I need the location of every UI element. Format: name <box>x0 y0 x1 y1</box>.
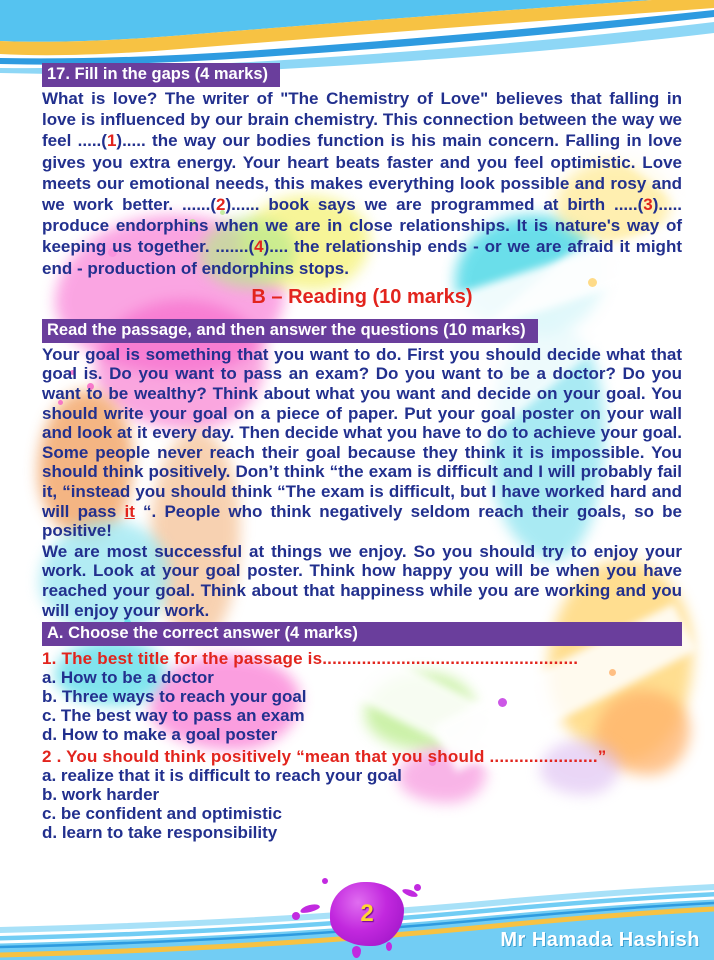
splash-droplet <box>292 912 300 920</box>
author-credit: Mr Hamada Hashish <box>500 929 700 951</box>
question-2-option-a: a. realize that it is difficult to reach your goal <box>42 766 402 786</box>
reading-passage-1 <box>42 345 682 541</box>
choose-answer-banner: A. Choose the correct answer (4 marks) <box>42 622 682 646</box>
read-passage-banner: Read the passage, and then answer the questions (10 marks) <box>42 319 538 343</box>
gap-number-4: 4 <box>254 237 264 257</box>
gap-number-1: 1 <box>106 131 117 151</box>
passage-text: “. People who think negatively seldom reach their goals, so be positive! <box>42 501 682 541</box>
gap-number-3: 3 <box>643 195 653 215</box>
question-2-option-c: c. be confident and optimistic <box>42 804 282 824</box>
question-2-option-b: b. work harder <box>42 785 160 805</box>
paragraph-text: )...... book says we are programmed at birth .....( <box>225 195 644 215</box>
reading-section-heading: B – Reading (10 marks) <box>251 285 473 308</box>
question-1-option-d: d. How to make a goal poster <box>42 725 278 745</box>
splash-droplet <box>322 878 328 884</box>
paragraph-text: What is love? The writer of "The Chemistry of Love" believes that falling in love is influenced by our brain chemistry. This connection between the way we feel .....( <box>42 89 682 151</box>
question-1-option-c: c. The best way to pass an exam <box>42 706 305 726</box>
question-2-prompt: 2 . You should think positively “mean that you should ......................” <box>42 747 607 767</box>
splash-droplet <box>414 884 421 891</box>
section-17-banner: 17. Fill in the gaps (4 marks) <box>42 63 280 87</box>
question-2-option-d: d. learn to take responsibility <box>42 823 278 843</box>
highlighted-word-it: it <box>124 501 135 521</box>
paragraph-text: )..... produce endorphins when we are in close relationships. It is nature's way of keeping us together. .......( <box>42 195 683 257</box>
paragraph-text: )..... the way our bodies function is his main concern. Falling in love gives you extra energy. Your heart beats faster and you feel optimistic. Love meets our emotional needs, this makes everything look possible and rosy and we work better. ......( <box>42 131 683 215</box>
question-1-option-b: b. Three ways to reach your goal <box>42 687 307 707</box>
question-1-prompt: 1. The best title for the passage is.................................................... <box>42 649 579 669</box>
fill-gaps-paragraph <box>42 88 682 279</box>
page-number: 2 <box>360 900 374 927</box>
gap-number-2: 2 <box>216 195 226 215</box>
splash-droplet <box>386 942 392 951</box>
passage-text: Your goal is something that you want to do. First you should decide what that goal is. Do you want to pass an exam? Do you want to be a doctor? Do you want to be wealthy? Think about what you want and decide on your goal. You should write your goal on a piece of paper. Put your goal poster on your wall and look at it every day. Then decide what you have to do to achieve your goal. Some people never reach their goal because they think it is impossible. You should think positively. Don’t think “the exam is difficult and I will probably fail it, “instead you should think “The exam is difficult, but I have worked hard and will pass <box>42 344 682 521</box>
paragraph-text: ).... the relationship ends - or we are afraid it might end - production of endorphins stops. <box>42 237 682 278</box>
reading-passage-2: We are most successful at things we enjoy. So you should try to enjoy your work. Look at your goal poster. Think how happy you will be when you have reached your goal. Think about that happiness while you are working and you will enjoy your work. <box>42 541 682 620</box>
page-content <box>42 63 682 842</box>
question-1-option-a: a. How to be a doctor <box>42 668 214 688</box>
page-number-splash <box>330 882 404 946</box>
